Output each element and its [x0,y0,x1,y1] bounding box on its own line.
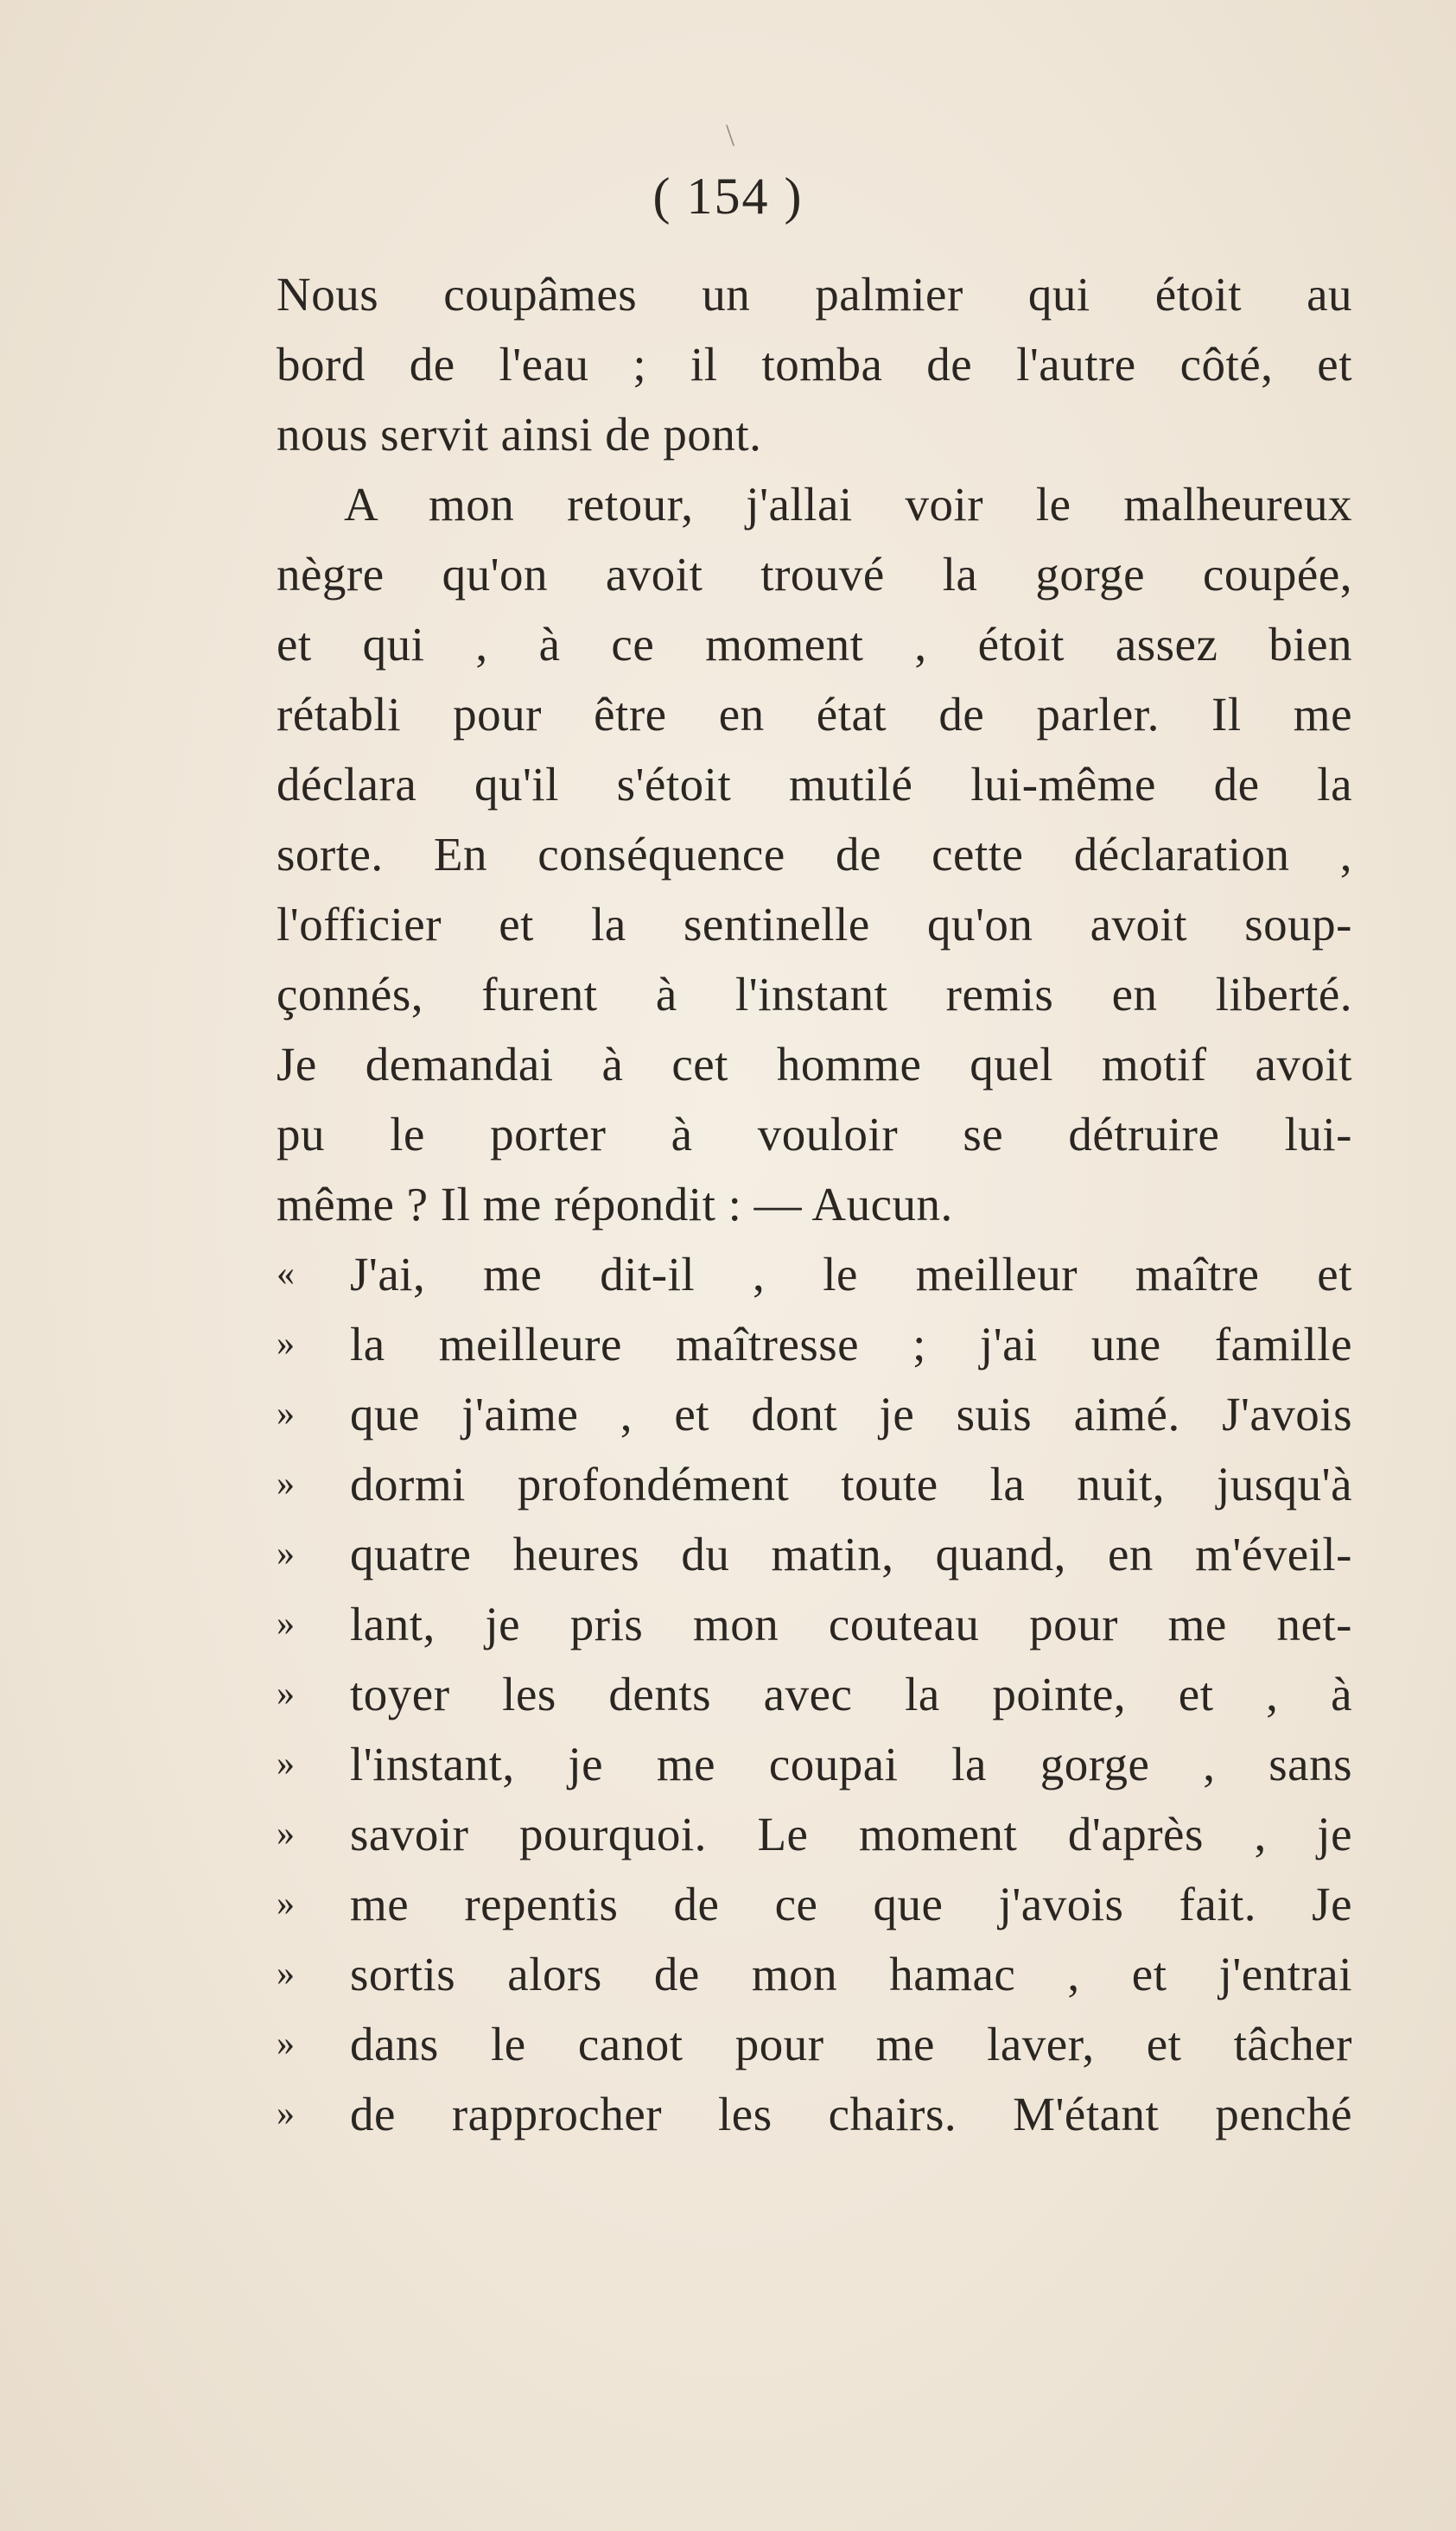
quoted-text: de rapprocher les chairs. M'étant penché [350,2088,1352,2140]
quoted-text: que j'aime , et dont je suis aimé. J'avois [350,1388,1352,1440]
quote-mark: » [277,1464,296,1504]
quote-mark: » [277,1324,296,1364]
text-line: sorte. En conséquence de cette déclaration , [277,828,1352,881]
text-line: nous servit ainsi de pont. [277,408,762,461]
quoted-line [277,1799,1352,1869]
quoted-line [277,2009,1352,2079]
text-line: Je demandai à cet homme quel motif avoit [277,1038,1352,1091]
quote-mark: » [277,1604,296,1644]
quoted-line [277,1939,1352,2009]
text-line: A mon retour, j'allai voir le malheureux [344,478,1352,531]
quote-mark: » [277,1884,296,1924]
text-line: nègre qu'on avoit trouvé la gorge coupée, [277,548,1352,601]
text-line: et qui , à ce moment , étoit assez bien [277,618,1352,671]
quoted-line [277,1379,1352,1449]
text-line: Nous coupâmes un palmier qui étoit au [277,268,1352,321]
quoted-line [277,1239,1352,1309]
quote-mark: » [277,1394,296,1434]
quote-mark: « [277,1254,296,1294]
quoted-text: J'ai, me dit-il , le meilleur maître et [350,1248,1352,1300]
text-line: même ? Il me répondit : — Aucun. [277,1178,953,1231]
quoted-text: dormi profondément toute la nuit, jusqu'à [350,1458,1352,1510]
quoted-text: toyer les dents avec la pointe, et , à [350,1668,1352,1720]
quoted-text: lant, je pris mon couteau pour me net- [350,1598,1352,1650]
text-line: pu le porter à vouloir se détruire lui- [277,1108,1352,1161]
quoted-text: me repentis de ce que j'avois fait. Je [350,1878,1352,1930]
quoted-line [277,1309,1352,1379]
quoted-line [277,1729,1352,1799]
quote-mark: » [277,1954,296,1994]
quoted-line [277,1589,1352,1659]
quoted-text: sortis alors de mon hamac , et j'entrai [350,1948,1352,2000]
quoted-text: l'instant, je me coupai la gorge , sans [350,1738,1352,1790]
quoted-text: quatre heures du matin, quand, en m'éveil- [350,1528,1352,1580]
quoted-line [277,1659,1352,1729]
text-line: çonnés, furent à l'instant remis en liberté. [277,968,1352,1021]
quote-mark: » [277,1744,296,1784]
page-number: ( 154 ) [652,168,804,225]
quote-mark: » [277,1674,296,1714]
text-line: l'officier et la sentinelle qu'on avoit soup- [277,898,1352,951]
text-line: rétabli pour être en état de parler. Il me [277,688,1352,741]
body-text [277,259,1352,2149]
quote-mark: » [277,1534,296,1574]
quoted-line [277,1449,1352,1519]
text-line: déclara qu'il s'étoit mutilé lui-même de la [277,758,1352,811]
ink-speck: \ [726,118,735,152]
quote-mark: » [277,1814,296,1854]
quoted-line [277,2079,1352,2149]
quoted-line [277,1869,1352,1939]
text-line: bord de l'eau ; il tomba de l'autre côté, et [277,338,1352,391]
quote-mark: » [277,2094,296,2134]
quote-mark: » [277,2024,296,2064]
quoted-text: dans le canot pour me laver, et tâcher [350,2018,1352,2070]
quoted-text: savoir pourquoi. Le moment d'après , je [350,1808,1352,1860]
quoted-line [277,1519,1352,1589]
quoted-text: la meilleure maîtresse ; j'ai une famille [350,1318,1352,1370]
